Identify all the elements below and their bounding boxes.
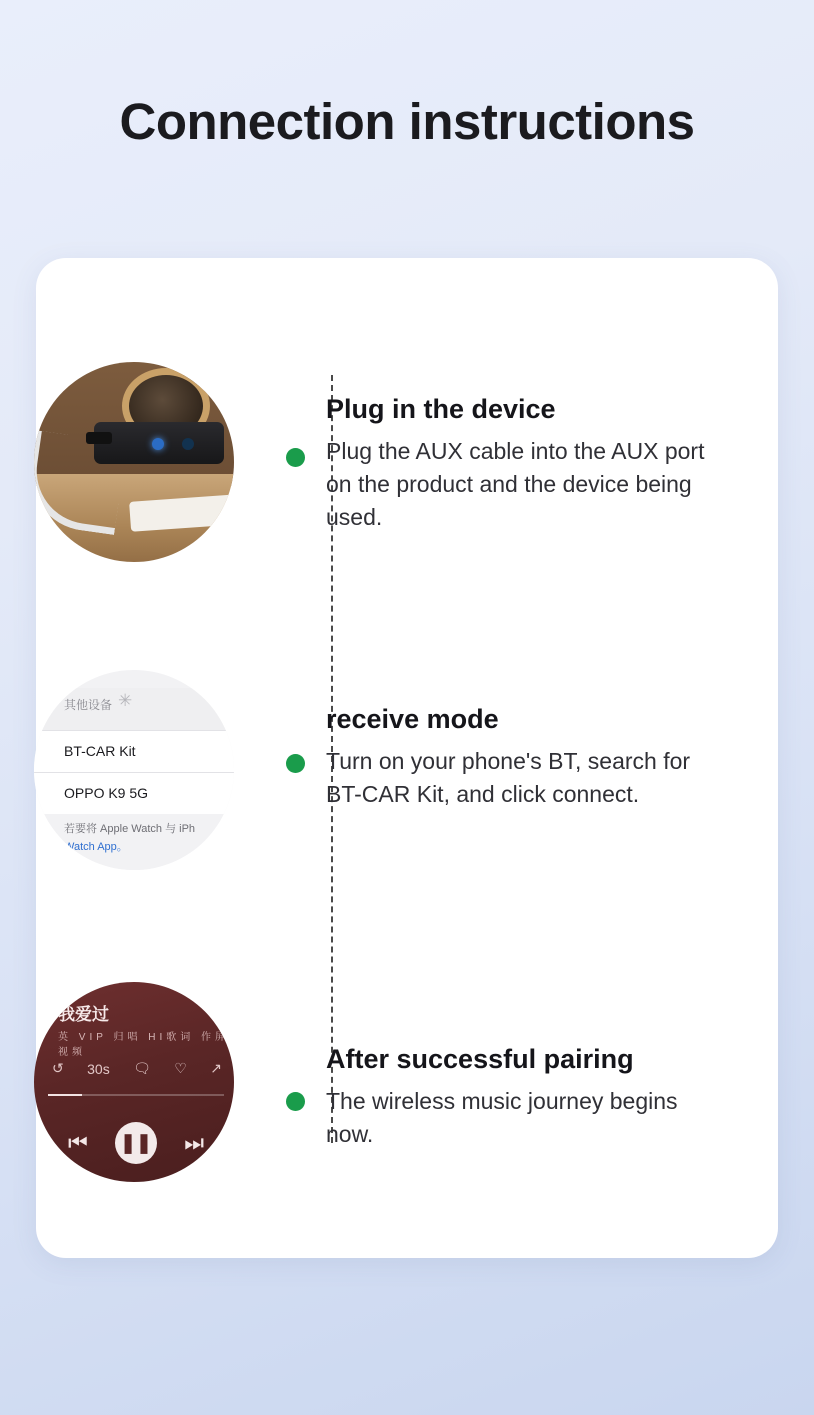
playback-progress-bar[interactable] [48,1094,224,1096]
player-tags: 英 VIP 归唱 HI歌词 作屏 视频 [58,1032,230,1058]
step-2-text [326,704,726,811]
step-3 [0,982,742,1182]
device-row-oppo-k9[interactable] [34,772,234,814]
step-3-body: The wireless music journey begins now. [326,1088,678,1147]
step-2 [0,670,742,870]
step-3-text [326,1044,726,1151]
status-led-off [182,438,194,450]
timeline-dot-1 [286,448,305,467]
device-name-bt-car-kit: BT-CAR Kit [64,743,136,759]
comment-icon[interactable]: 🗨 [133,1060,151,1076]
status-led-blue [152,438,164,450]
step-1-text [326,394,726,534]
footer-link-watch-app[interactable]: Watch App。 [64,841,128,853]
player-transport-controls [68,1122,204,1164]
skip-seconds-label[interactable]: 30s [87,1060,110,1077]
pause-icon[interactable]: ❚❚ [115,1122,157,1164]
step-1-body: Plug the AUX cable into the AUX port on the product and the device being used. [326,438,705,530]
screenshot-footer [34,814,234,870]
aux-cable-plugged-into-speaker-photo [34,362,234,562]
share-icon[interactable]: ↗ [210,1060,222,1076]
other-devices-label: 其他设备 [64,698,113,712]
step-1 [0,362,742,562]
song-title: 我爱过 [58,1005,109,1024]
step-3-heading: After successful pairing [326,1044,634,1074]
page-title: Connection instructions [119,93,695,150]
device-row-bt-car-kit[interactable] [34,730,234,772]
music-player-screenshot [34,982,234,1182]
step-1-heading: Plug in the device [326,394,556,424]
timeline-dot-3 [286,1092,305,1111]
bluetooth-device-list-screenshot [34,670,234,870]
footer-line-1: 若要将 Apple Watch 与 iPh [64,823,196,835]
previous-track-icon[interactable]: ⏮ [68,1130,88,1155]
step-2-heading: receive mode [326,704,499,734]
device-name-oppo-k9: OPPO K9 5G [64,785,149,801]
rewind-icon[interactable]: ↺ [52,1060,64,1076]
loading-spinner-icon: ✳ [118,691,133,710]
player-secondary-controls [52,1060,222,1077]
timeline-dot-2 [286,754,305,773]
step-2-body: Turn on your phone's BT, search for BT-CAR Kit, and click connect. [326,748,691,807]
favorite-icon[interactable]: ♡ [174,1060,187,1076]
next-track-icon[interactable]: ⏭ [184,1130,204,1155]
